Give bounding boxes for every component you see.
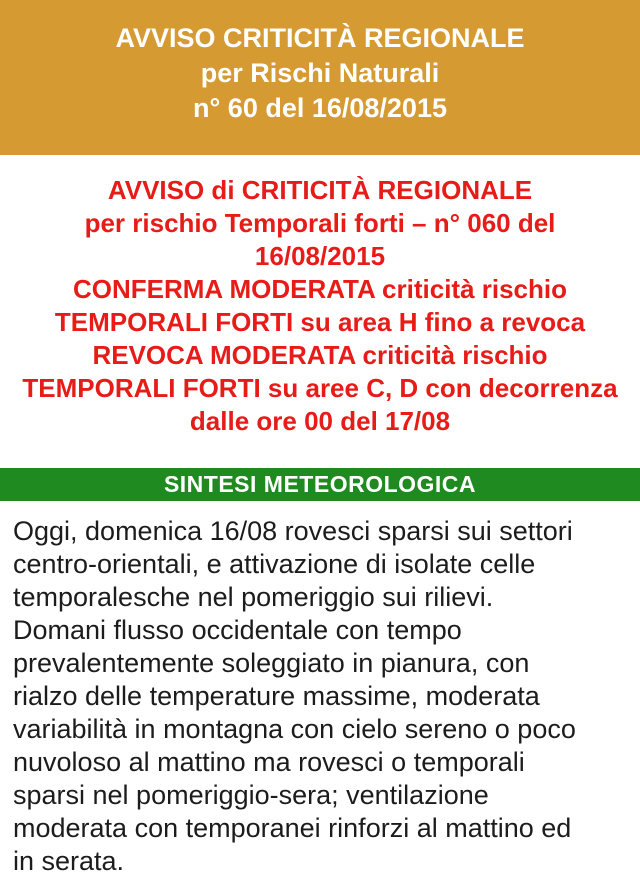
summary-line: Oggi, domenica 16/08 rovesci sparsi sui settori (13, 516, 573, 546)
alert-line: dalle ore 00 del 17/08 (189, 406, 451, 436)
advisory-header-banner (0, 0, 640, 155)
summary-line: temporalesche nel pomeriggio sui rilievi. (13, 582, 494, 612)
header-number-date-line: n° 60 del 16/08/2015 (193, 93, 447, 123)
summary-line: in serata. (13, 846, 125, 876)
alert-line: CONFERMA MODERATA criticità rischio (72, 274, 568, 304)
alert-line: TEMPORALI FORTI su aree C, D con decorrenza (22, 373, 618, 403)
summary-line: sparsi nel pomeriggio-sera; ventilazione (13, 780, 489, 810)
header-subtitle-line: per Rischi Naturali (200, 58, 440, 88)
weather-synthesis-title: SINTESI METEOROLOGICA (163, 471, 477, 497)
summary-line: variabilità in montagna con cielo sereno o poco (13, 714, 576, 744)
alert-line: per rischio Temporali forti – n° 060 del (84, 208, 556, 238)
alert-line: REVOCA MODERATA criticità rischio (92, 340, 548, 370)
weather-summary-paragraph (0, 515, 640, 878)
alert-line: TEMPORALI FORTI su area H fino a revoca (54, 307, 586, 337)
header-title-line: AVVISO CRITICITÀ REGIONALE (115, 23, 525, 53)
summary-line: rialzo delle temperature massime, moderata (13, 681, 540, 711)
summary-line: Domani flusso occidentale con tempo (13, 615, 462, 645)
summary-line: prevalentemente soleggiato in pianura, con (13, 648, 530, 678)
summary-line: centro-orientali, e attivazione di isolate celle (13, 549, 536, 579)
weather-synthesis-banner (0, 468, 640, 501)
summary-line: nuvoloso al mattino ma rovesci o temporali (13, 747, 525, 777)
alert-line: 16/08/2015 (254, 241, 386, 271)
alert-line: AVVISO di CRITICITÀ REGIONALE (107, 175, 533, 205)
criticality-alert-block (0, 174, 640, 438)
summary-line: moderata con temporanei rinforzi al mattino ed (13, 813, 572, 843)
